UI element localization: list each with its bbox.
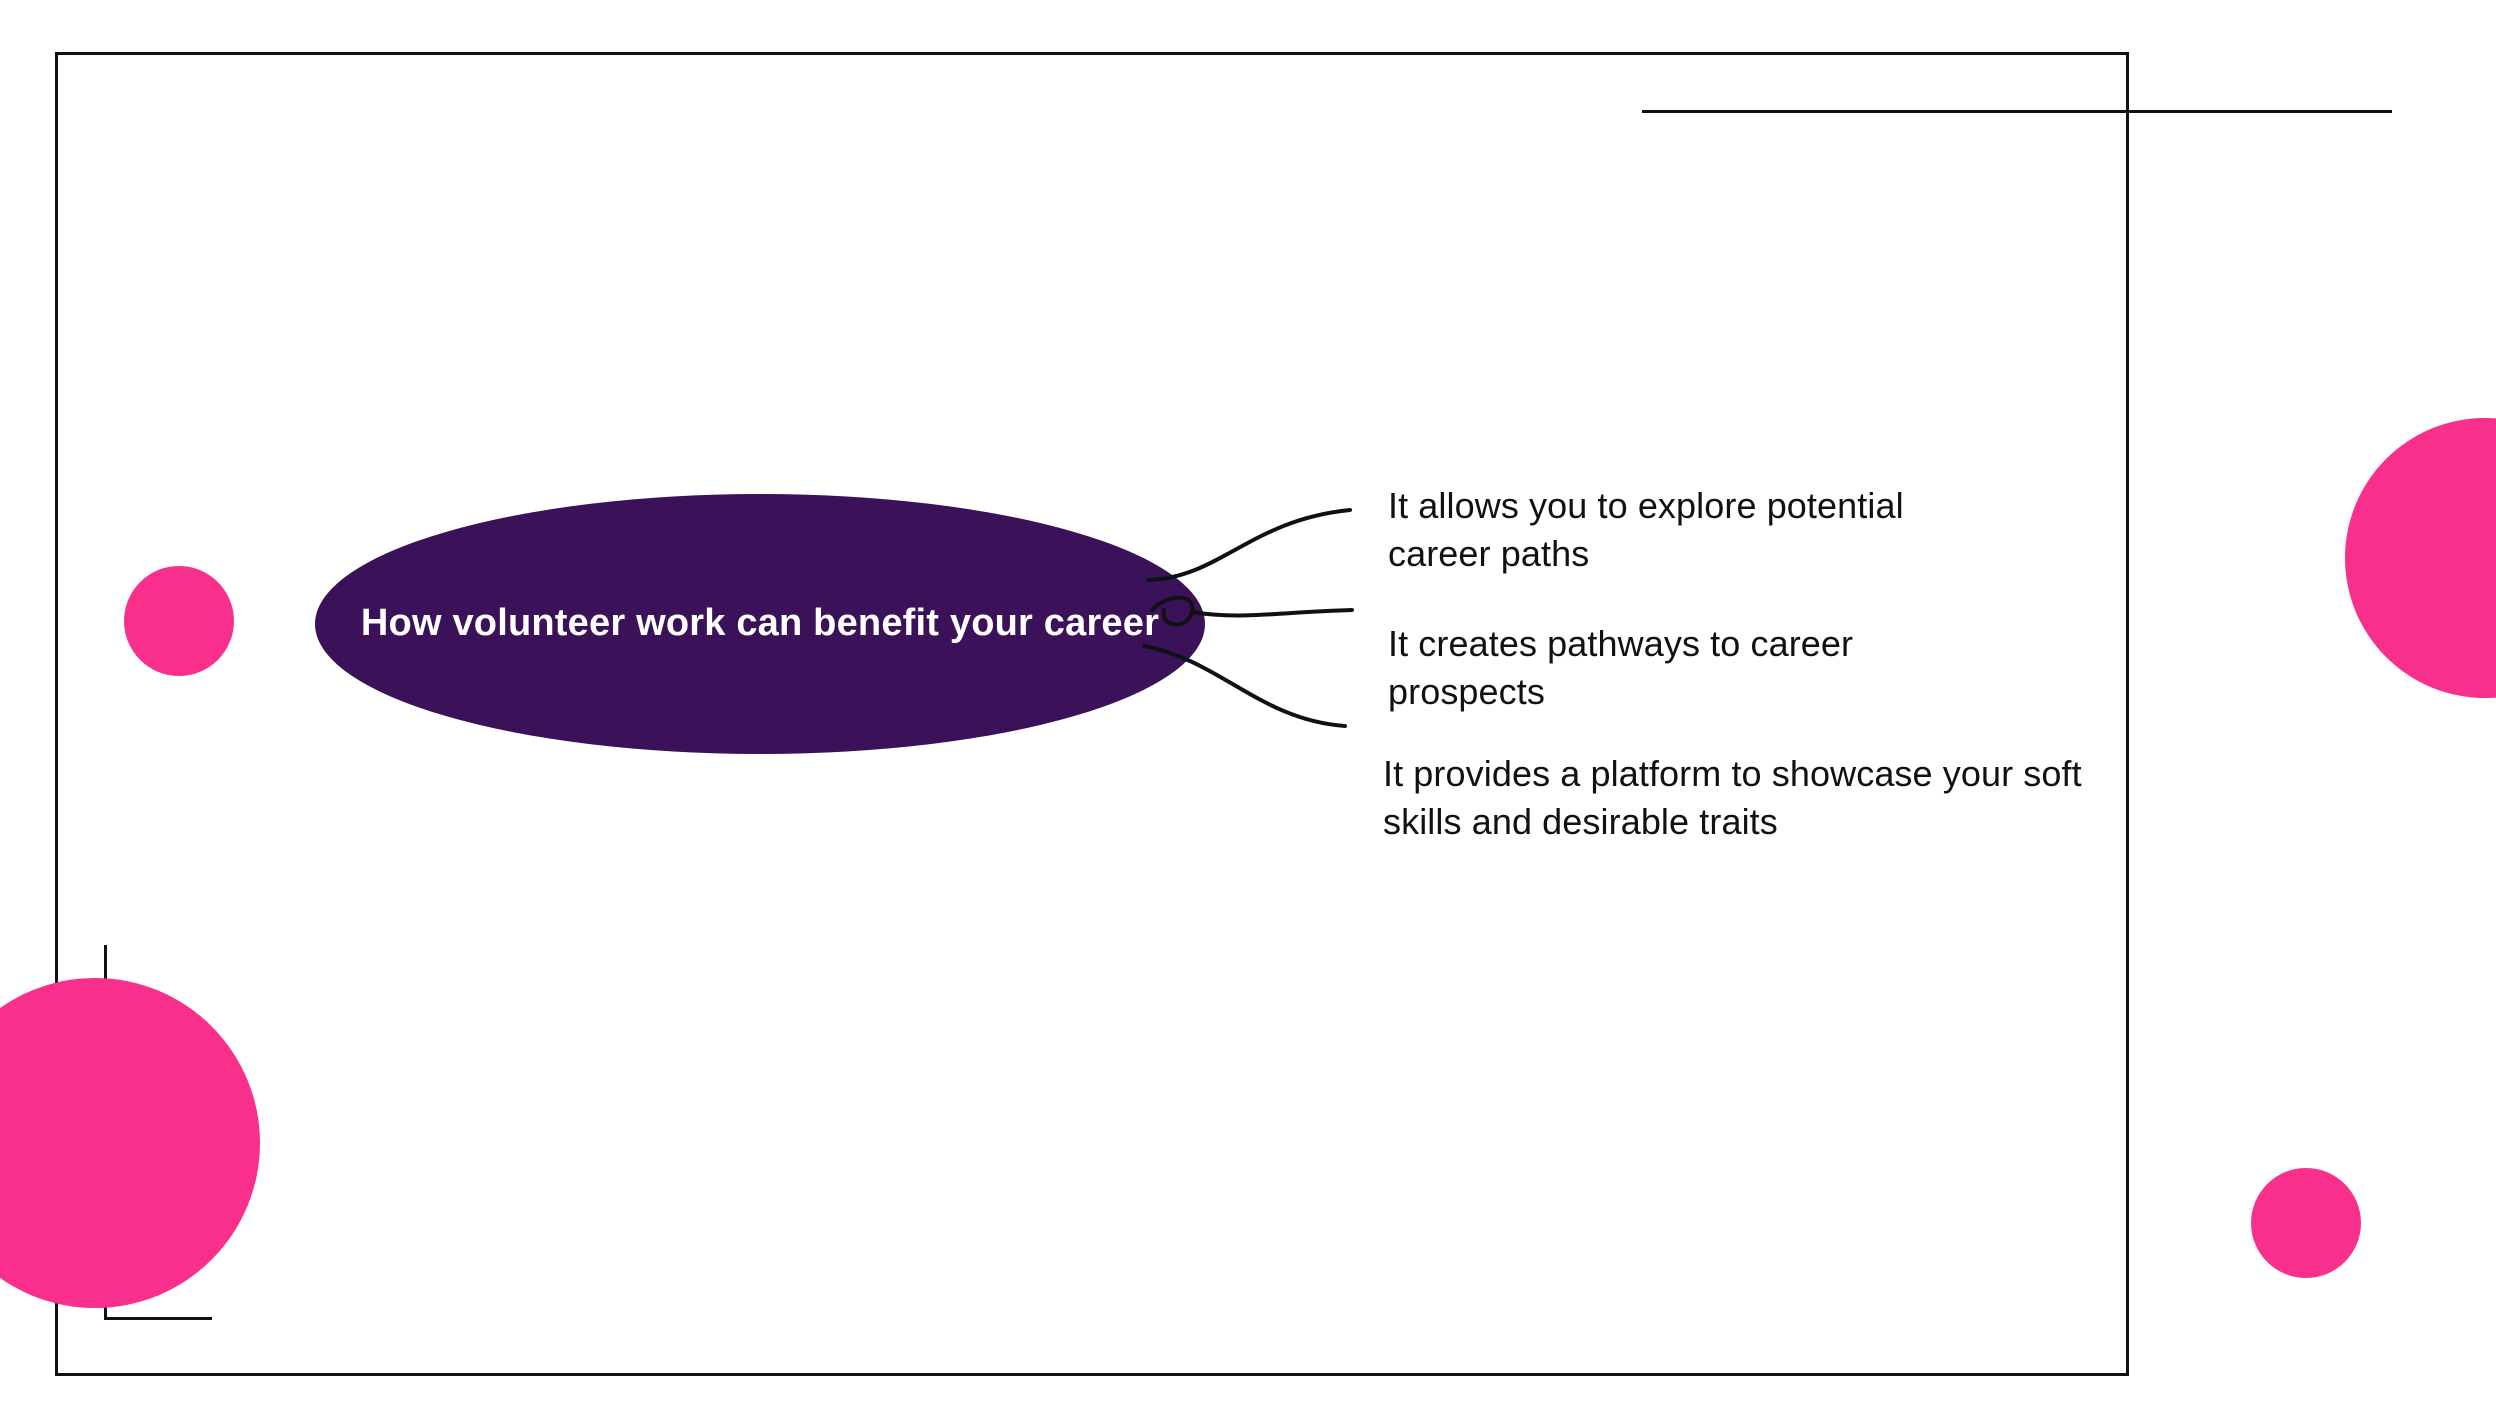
decorative-circle-small-right (2251, 1168, 2361, 1278)
branch-text-1: It allows you to explore potential career paths (1388, 485, 1904, 574)
branch-text-3: It provides a platform to showcase your soft skills and desirable traits (1383, 753, 2082, 842)
top-rule-decoration (1642, 110, 2392, 113)
decorative-circle-large-right (2345, 418, 2496, 698)
central-node-label: How volunteer work can benefit your career (360, 602, 1160, 645)
decorative-circle-small-left (124, 566, 234, 676)
branch-text-2: It creates pathways to career prospects (1388, 623, 1854, 712)
central-node (315, 494, 1205, 754)
